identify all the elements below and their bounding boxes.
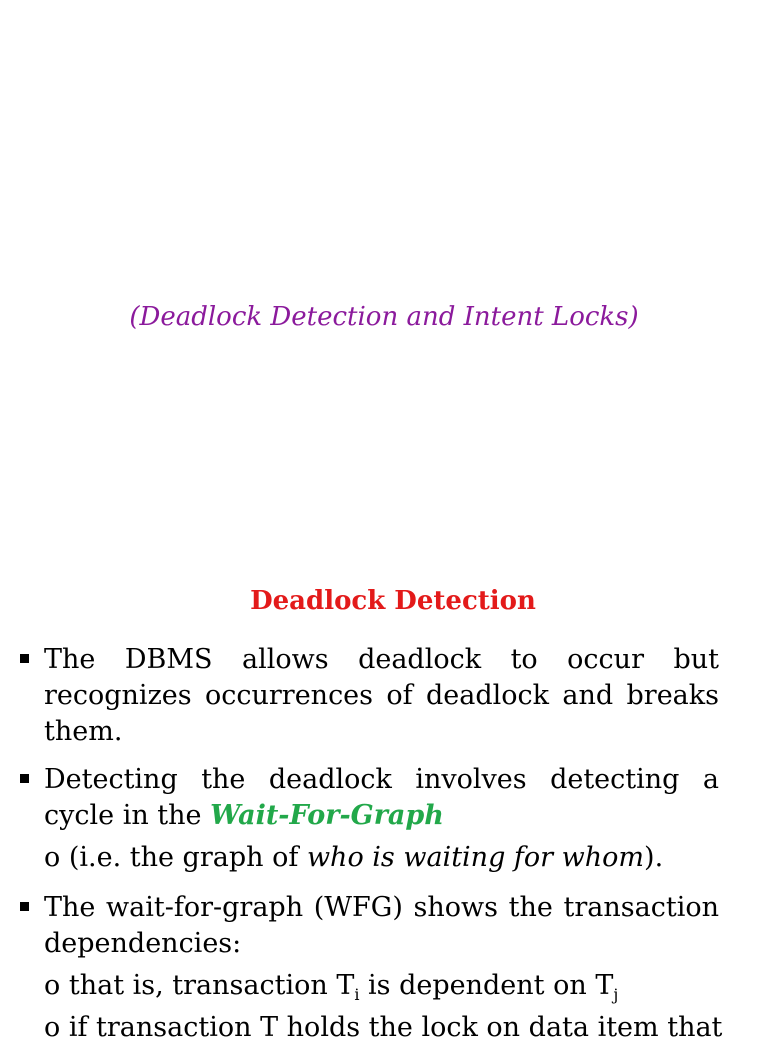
sub-bullet-1 — [44, 840, 744, 876]
cutoff-line: o if transaction T holds the lock on data item that — [44, 1012, 723, 1043]
sub-marker: o — [44, 842, 61, 873]
bullet-2-text: Detecting the deadlock involves detecting a cycle in the — [44, 764, 719, 831]
sub-bullet-2 — [44, 968, 744, 1004]
square-bullet-icon — [20, 774, 29, 783]
square-bullet-icon — [20, 654, 29, 663]
subscript-j: j — [613, 985, 619, 1004]
sub-marker: o — [44, 970, 61, 1001]
bullet-2 — [44, 762, 719, 834]
bullet-3 — [44, 890, 719, 962]
sub-bullet-2-before: that is, transaction T — [68, 970, 355, 1001]
square-bullet-icon — [20, 902, 29, 911]
wait-for-graph-term: Wait-For-Graph — [210, 800, 444, 831]
subscript-i: i — [354, 985, 360, 1004]
bullet-3-text: The wait-for-graph (WFG) shows the transaction dependencies: — [44, 892, 719, 959]
section-heading: Deadlock Detection — [250, 586, 536, 616]
sub-bullet-1-italic: who is waiting for whom — [306, 842, 645, 873]
sub-bullet-1-before: (i.e. the graph of — [68, 842, 307, 873]
subtitle: (Deadlock Detection and Intent Locks) — [129, 302, 639, 332]
bullet-1 — [44, 642, 719, 750]
sub-bullet-1-after: ). — [644, 842, 664, 873]
sub-bullet-2-middle: is dependent on T — [359, 970, 614, 1001]
bullet-1-text: The DBMS allows deadlock to occur but recognizes occurrences of deadlock and breaks them. — [44, 644, 719, 747]
